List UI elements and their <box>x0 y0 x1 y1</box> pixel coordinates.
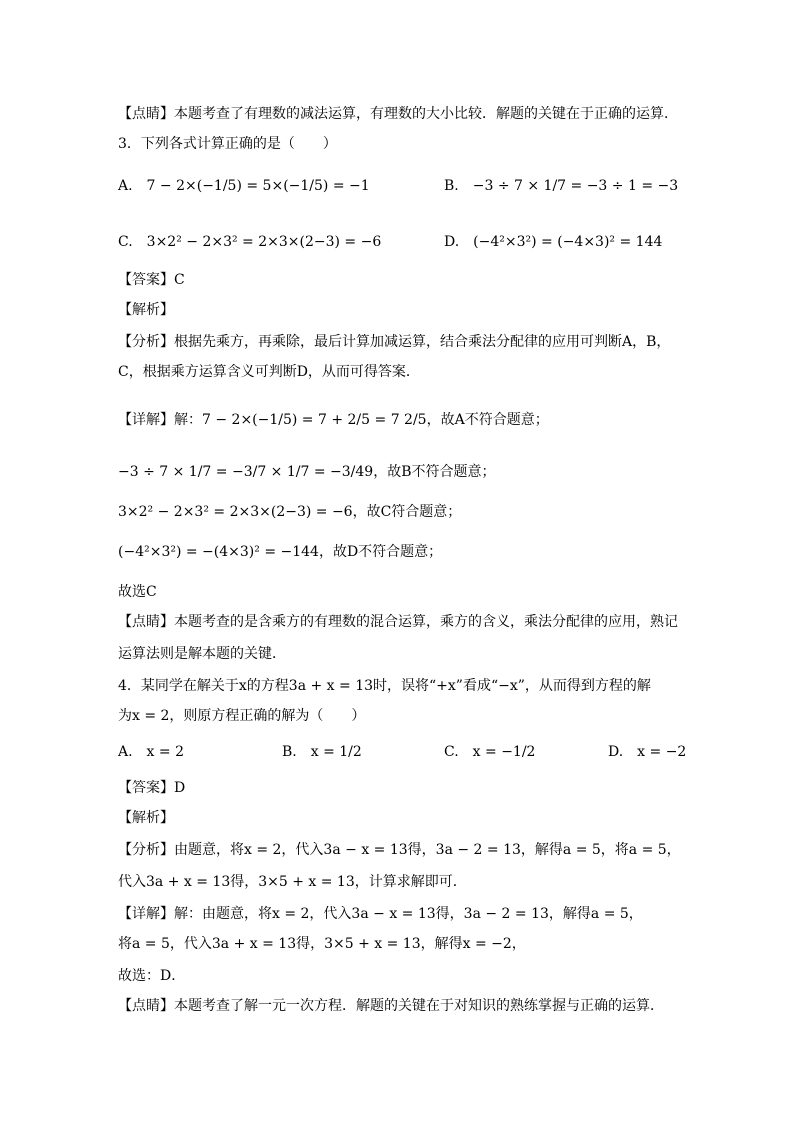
text-line: 【点睛】本题考查了有理数的减法运算，有理数的大小比较．解题的关键在于正确的运算． <box>118 106 678 122</box>
detail-line: 3×2² − 2×3² = 2×3×(2−3) = −6，故C符合题意； <box>118 504 462 520</box>
detail-line: 【详解】解：由题意，将x = 2，代入3a − x = 13得，3a − 2 = 13，解得a = 5， <box>118 906 643 922</box>
choose-line: 故选：D． <box>118 968 186 984</box>
option-b: B. −3 ÷ 7 × 1/7 = −3 ÷ 1 = −3 <box>444 178 679 194</box>
answer-label: 【答案】D <box>118 780 186 796</box>
detail-line: 将a = 5，代入3a + x = 13得，3×5 + x = 13，解得x = −2， <box>118 936 526 952</box>
option-d: D. (−4²×3²) = (−4×3)² = 144 <box>444 234 663 250</box>
question-4-stem: 为x = 2，则原方程正确的解为（ ） <box>118 708 366 724</box>
option-b: B. x = 1/2 <box>282 744 362 760</box>
option-c: C. x = −1/2 <box>444 744 536 760</box>
choose-line: 故选C <box>118 584 157 600</box>
analysis-text: C，根据乘方运算含义可判断D，从而可得答案． <box>118 364 420 380</box>
detail-line: (−4²×3²) = −(4×3)² = −144，故D不符合题意； <box>118 544 443 560</box>
comment-text: 【点睛】本题考查的是含乘方的有理数的混合运算，乘方的含义，乘法分配律的应用，熟记 <box>118 614 678 630</box>
analysis-text: 【分析】由题意，将x = 2，代入3a − x = 13得，3a − 2 = 13，解得a = 5，将a = 5， <box>118 842 681 858</box>
comment-text: 【点睛】本题考查了解一元一次方程．解题的关键在于对知识的熟练掌握与正确的运算． <box>118 998 664 1014</box>
question-4-stem: 4．某同学在解关于x的方程3a + x = 13时，误将“+x”看成“−x”，从而得到方程的解 <box>118 678 651 694</box>
option-d: D. x = −2 <box>608 744 687 760</box>
answer-label: 【答案】C <box>118 272 185 288</box>
option-a: A. x = 2 <box>118 744 184 760</box>
option-c: C. 3×2² − 2×3² = 2×3×(2−3) = −6 <box>118 234 382 250</box>
detail-line: 【详解】解：7 − 2×(−1/5) = 7 + 2/5 = 7 2/5，故A不符合题意； <box>118 412 549 428</box>
question-3-stem: 3．下列各式计算正确的是（ ） <box>118 136 337 152</box>
analysis-text: 【分析】根据先乘方，再乘除，最后计算加减运算，结合乘法分配律的应用可判断A，B， <box>118 334 671 350</box>
analysis-text: 代入3a + x = 13得，3×5 + x = 13，计算求解即可． <box>118 874 467 890</box>
option-a: A. 7 − 2×(−1/5) = 5×(−1/5) = −1 <box>118 178 370 194</box>
comment-text: 运算法则是解本题的关键． <box>118 646 286 662</box>
analysis-label: 【解析】 <box>118 810 174 826</box>
analysis-label: 【解析】 <box>118 302 174 318</box>
detail-line: −3 ÷ 7 × 1/7 = −3/7 × 1/7 = −3/49，故B不符合题意； <box>118 464 496 480</box>
